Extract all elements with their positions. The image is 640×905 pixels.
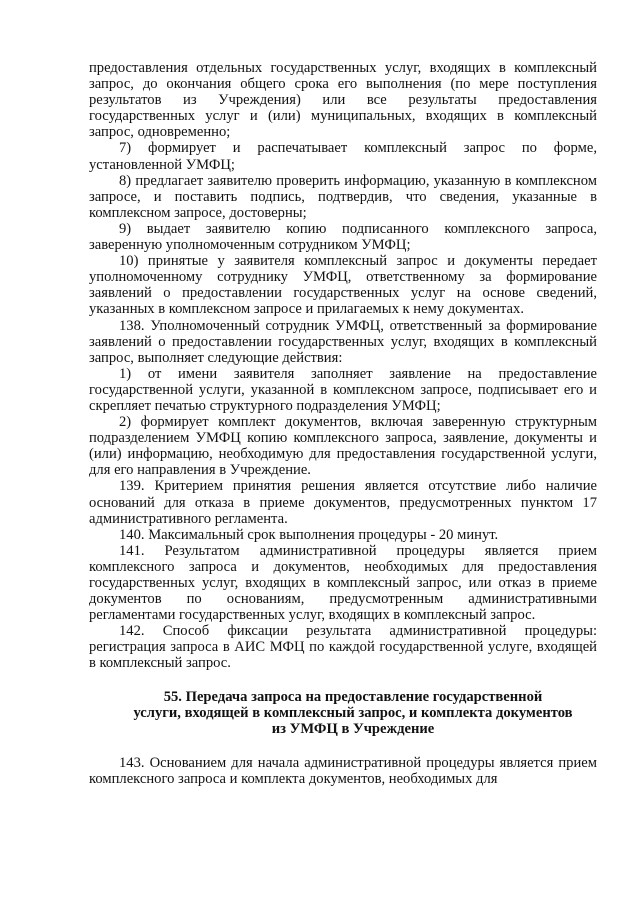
document-page bbox=[89, 60, 597, 787]
section-heading-line-1: 55. Передача запроса на предоставление государственной bbox=[163, 688, 543, 705]
section-heading-line-3: из УМФЦ в Учреждение bbox=[271, 720, 435, 737]
paragraph-item-7: 7) формирует и распечатывает комплексный запрос по форме, установленной УМФЦ; bbox=[89, 140, 597, 173]
paragraph-143: 143. Основанием для начала административной процедуры является прием комплексного запроса и комплекта документов, необходимых для bbox=[89, 754, 597, 787]
paragraph-140: 140. Максимальный срок выполнения процедуры - 20 минут. bbox=[119, 526, 499, 543]
paragraph-continuation: предоставления отдельных государственных услуг, входящих в комплексный запрос, до окончания общего срока его выполнения (по мере поступления результатов из Учреждения) или все результаты предоставления государственных услуг и (или) муниципальных, входящих в комплексный запрос, одновременно; bbox=[89, 60, 597, 141]
paragraph-141: 141. Результатом административной процедуры является прием комплексного запроса и документов, необходимых для предоставления государственных услуг, входящих в комплексный запрос, или отказ в приеме документов по основаниям, предусмотренным административными регламентами государственных услуг, входящих в комплексный запрос. bbox=[89, 542, 597, 624]
paragraph-item-8: 8) предлагает заявителю проверить информацию, указанную в комплексном запросе, и поставить подпись, подтвердив, что сведения, указанные в комплексном запросе, достоверны; bbox=[89, 172, 597, 221]
paragraph-138: 138. Уполномоченный сотрудник УМФЦ, ответственный за формирование заявлений о предоставлении государственных услуг, входящих в комплексный запрос, выполняет следующие действия: bbox=[89, 317, 597, 366]
paragraph-138-item-1: 1) от имени заявителя заполняет заявление на предоставление государственной услуги, указанной в комплексном запросе, подписывает его и скрепляет печатью структурного подразделения УМФЦ; bbox=[89, 365, 597, 414]
paragraph-142: 142. Способ фиксации результата административной процедуры: регистрация запроса в АИС МФЦ по каждой государственной услуге, входящей в комплексный запрос. bbox=[89, 623, 597, 672]
paragraph-item-9: 9) выдает заявителю копию подписанного комплексного запроса, заверенную уполномоченным сотрудником УМФЦ; bbox=[89, 220, 597, 254]
section-heading-line-2: услуги, входящей в комплексный запрос, и комплекта документов bbox=[133, 704, 573, 721]
paragraph-138-item-2: 2) формирует комплект документов, включая заверенную структурным подразделением УМФЦ копию комплексного запроса, заявление, документы и (или) информацию, необходимую для предоставления государственной услуги, для его направления в Учреждение. bbox=[89, 414, 597, 479]
section-heading bbox=[129, 689, 577, 737]
paragraph-item-10: 10) принятые у заявителя комплексный запрос и документы передает уполномоченному сотруднику УМФЦ, ответственному за формирование заявлений о предоставлении государственных услуг на основе сведений, указанных в комплексном запросе и прилагаемых к нему документах. bbox=[89, 253, 597, 318]
paragraph-139: 139. Критерием принятия решения является отсутствие либо наличие оснований для отказа в приеме документов, предусмотренных пунктом 17 административного регламента. bbox=[89, 478, 597, 527]
